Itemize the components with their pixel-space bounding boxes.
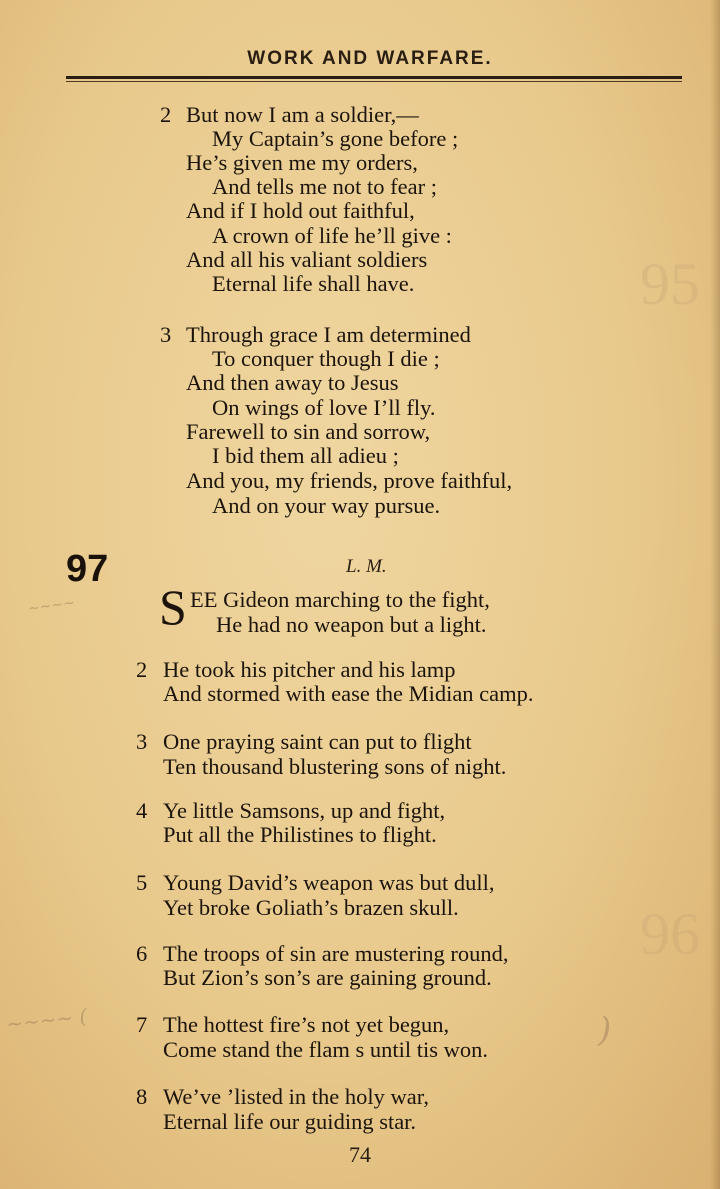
verse-line: And tells me not to fear ;	[212, 174, 437, 199]
verse-line: Yet broke Goliath’s brazen skull.	[163, 895, 459, 920]
verse-line: A crown of life he’ll give :	[212, 223, 452, 248]
stanza-number: 2	[136, 657, 148, 682]
stanza-number: 8	[136, 1084, 148, 1109]
verse-line: I bid them all adieu ;	[212, 443, 399, 468]
margin-pencil-note-2: ~~~~ (	[4, 1003, 89, 1037]
verse-line: Put all the Philistines to flight.	[163, 822, 437, 847]
verse-line: Come stand the flam s until tis won.	[163, 1037, 488, 1062]
drop-cap: S	[159, 579, 187, 635]
page-number: 74	[349, 1142, 371, 1167]
stanza-number: 6	[136, 941, 148, 966]
verse-line: Through grace I am determined	[186, 322, 471, 347]
hymn-meter: L. M.	[346, 556, 387, 577]
verse-line: EE Gideon marching to the fight,	[190, 587, 490, 612]
bleed-through-text: 95	[640, 251, 700, 317]
verse-line: And if I hold out faithful,	[186, 198, 415, 223]
stanza-number: 7	[136, 1012, 148, 1037]
stanza-number: 5	[136, 870, 148, 895]
verse-line: And you, my friends, prove faithful,	[186, 468, 513, 493]
verse-line: And stormed with ease the Midian camp.	[163, 681, 534, 706]
bleed-through-text-2: 96	[640, 901, 700, 967]
verse-line: Ten thousand blustering sons of night.	[163, 754, 507, 779]
verse-line: He’s given me my orders,	[186, 150, 418, 175]
verse-line: Ye little Samsons, up and fight,	[163, 798, 446, 823]
stanza-number: 3	[160, 322, 172, 347]
verse-line: He had no weapon but a light.	[216, 612, 487, 637]
verse-line: We’ve ’listed in the holy war,	[163, 1084, 429, 1109]
margin-pencil-bracket: )	[598, 1010, 612, 1050]
verse-line: Young David’s weapon was but dull,	[163, 870, 495, 895]
verse-line: The hottest fire’s not yet begun,	[163, 1012, 450, 1037]
verse-line: And all his valiant soldiers	[186, 247, 428, 272]
header-rule	[66, 76, 682, 79]
verse-line: And then away to Jesus	[186, 370, 399, 395]
stanza-number: 2	[160, 102, 172, 127]
hymn-number: 97	[66, 548, 109, 590]
verse-line: But now I am a soldier,—	[186, 102, 419, 127]
page-header: WORK AND WARFARE.	[247, 48, 493, 69]
header-rule-thin	[66, 81, 682, 82]
margin-pencil-note: ~~~~	[27, 594, 76, 618]
page-edge-shadow	[710, 0, 720, 1189]
stanza-number: 4	[136, 798, 148, 823]
verse-line: Farewell to sin and sorrow,	[186, 419, 431, 444]
verse-line: And on your way pursue.	[212, 493, 441, 518]
stanza-number: 3	[136, 729, 148, 754]
verse-line: On wings of love I’ll fly.	[212, 395, 436, 420]
verse-line: He took his pitcher and his lamp	[163, 657, 456, 682]
verse-line: One praying saint can put to flight	[163, 729, 472, 754]
verse-line: My Captain’s gone before ;	[212, 126, 459, 151]
verse-line: The troops of sin are mustering round,	[163, 941, 509, 966]
verse-line: But Zion’s son’s are gaining ground.	[163, 965, 492, 990]
verse-line: Eternal life shall have.	[212, 271, 415, 296]
verse-line: Eternal life our guiding star.	[163, 1109, 417, 1134]
verse-line: To conquer though I die ;	[212, 346, 440, 371]
